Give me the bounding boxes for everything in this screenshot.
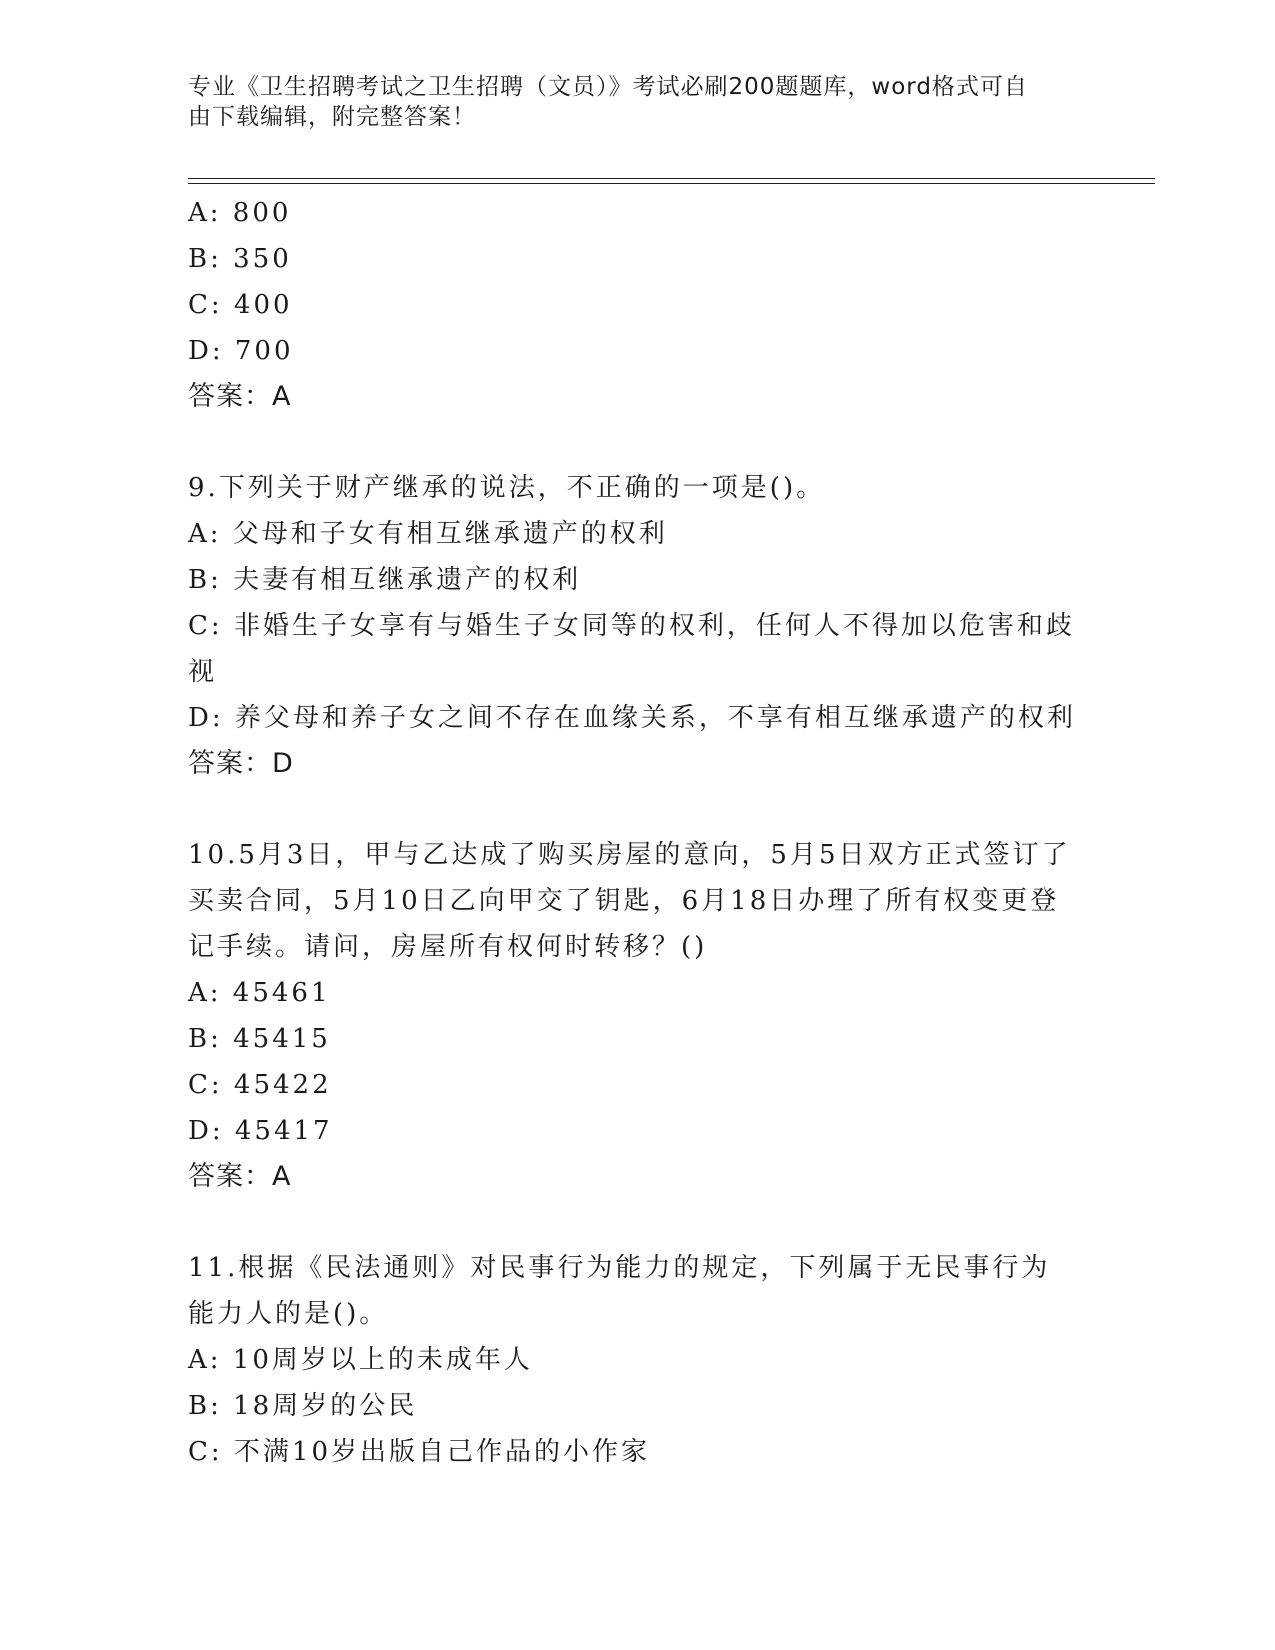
question-text: 9.下列关于财产继承的说法，不正确的一项是()。 (188, 473, 826, 503)
answer: 答案：A (188, 381, 292, 412)
option-a: A: 800 (188, 198, 292, 228)
header-line-2: 由下载编辑，附完整答案！ (188, 104, 476, 130)
question-11 (188, 1245, 1088, 1475)
question-content (188, 190, 1088, 1475)
question-10 (188, 832, 1088, 1200)
option-a: A: 45461 (188, 978, 331, 1008)
option-c: C: 不满10岁出版自己作品的小作家 (188, 1437, 651, 1467)
spacer (188, 420, 1088, 465)
option-b: B: 350 (188, 244, 292, 274)
answer: 答案：D (188, 748, 294, 779)
header-divider-bottom (188, 183, 1155, 184)
question-text: 10.5月3日，甲与乙达成了购买房屋的意向，5月5日双方正式签订了买卖合同，5月10日乙向甲交了钥匙，6月18日办理了所有权变更登记手续。请问，房屋所有权何时转移？() (188, 840, 1071, 962)
spacer (188, 1200, 1088, 1245)
option-c: C: 45422 (188, 1070, 332, 1100)
question-9 (188, 465, 1088, 787)
header-line-1: 专业《卫生招聘考试之卫生招聘（文员）》考试必刷200题题库，word格式可自 (188, 74, 1028, 100)
answer: 答案：A (188, 1161, 292, 1192)
question-text: 11.根据《民法通则》对民事行为能力的规定，下列属于无民事行为能力人的是()。 (188, 1253, 1051, 1329)
question-8 (188, 190, 1088, 420)
option-b: B: 18周岁的公民 (188, 1391, 418, 1421)
option-c: C: 非婚生子女享有与婚生子女同等的权利，任何人不得加以危害和歧视 (188, 611, 1075, 687)
option-a: A: 10周岁以上的未成年人 (188, 1345, 533, 1375)
document-header (188, 72, 1068, 132)
option-d: D: 养父母和养子女之间不存在血缘关系，不享有相互继承遗产的权利 (188, 703, 1076, 733)
option-c: C: 400 (188, 290, 293, 320)
option-d: D: 700 (188, 336, 294, 366)
option-b: B: 45415 (188, 1024, 331, 1054)
header-divider-top (188, 178, 1155, 179)
option-d: D: 45417 (188, 1116, 333, 1146)
option-a: A: 父母和子女有相互继承遗产的权利 (188, 519, 668, 549)
spacer (188, 787, 1088, 832)
option-b: B: 夫妻有相互继承遗产的权利 (188, 565, 582, 595)
